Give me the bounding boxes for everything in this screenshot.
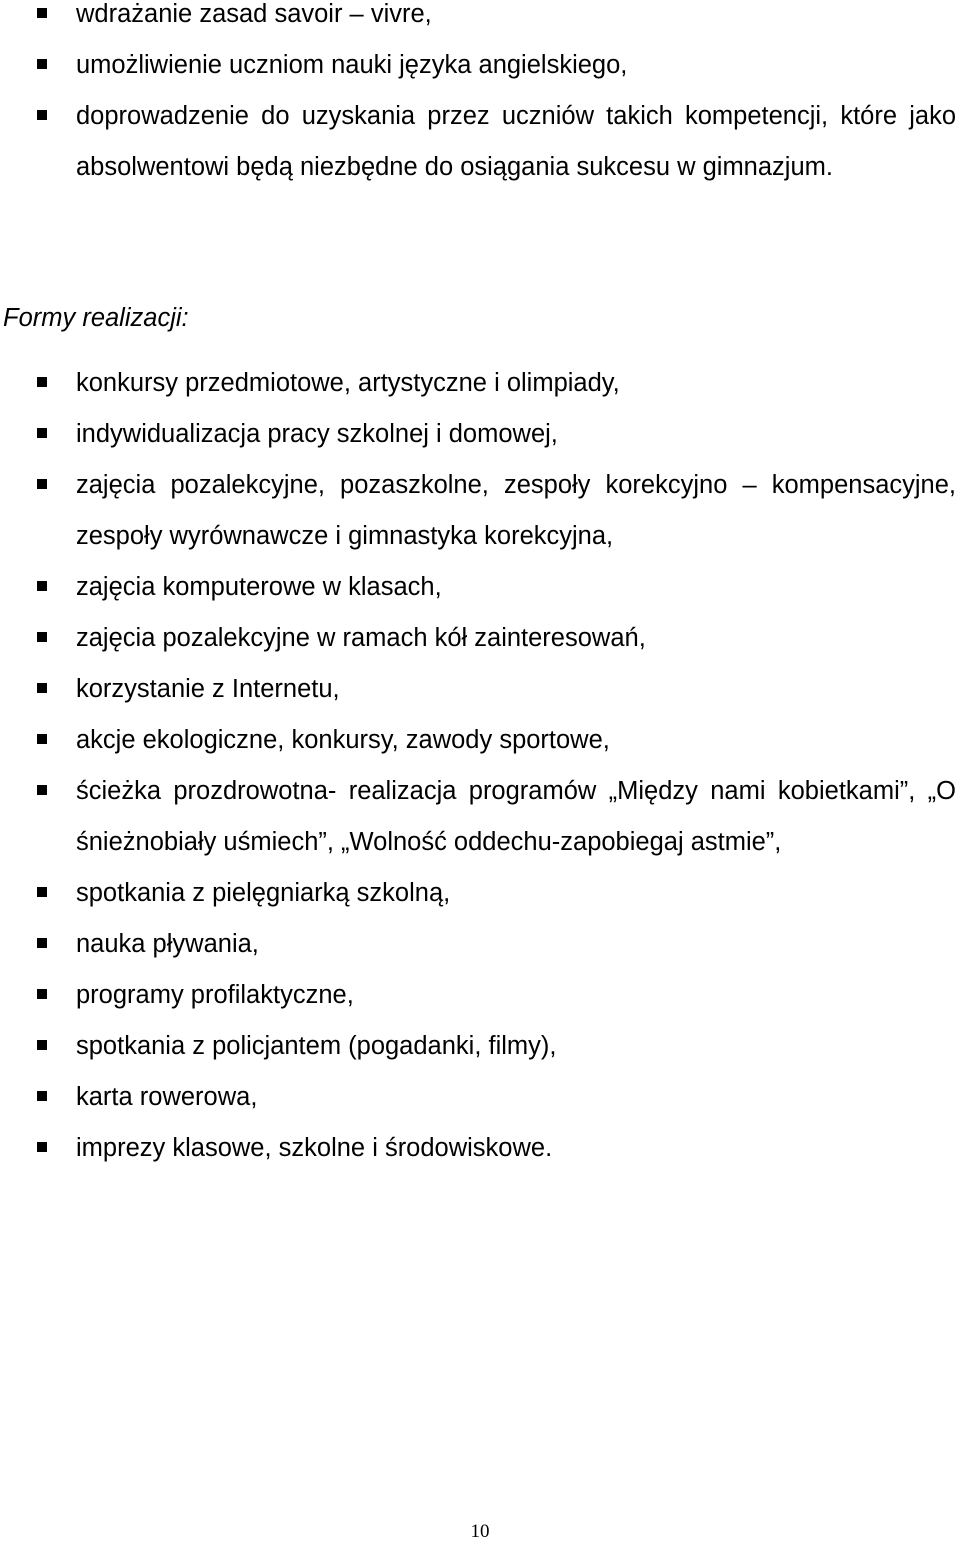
list-item xyxy=(0,868,960,919)
intro-bullet-list xyxy=(0,0,960,193)
square-bullet-icon xyxy=(37,1091,47,1101)
list-item xyxy=(0,358,960,409)
square-bullet-icon xyxy=(37,428,47,438)
list-item-text: zajęcia pozalekcyjne, pozaszkolne, zespoły korekcyjno – kompensacyjne, zespoły wyrównawcze i gimnastyka korekcyjna, xyxy=(76,471,956,550)
list-item xyxy=(0,715,960,766)
list-item-text: spotkania z policjantem (pogadanki, filmy), xyxy=(76,1032,557,1060)
square-bullet-icon xyxy=(37,785,47,795)
list-item xyxy=(0,562,960,613)
list-item-text: nauka pływania, xyxy=(76,930,259,958)
list-item xyxy=(0,40,960,91)
list-item xyxy=(0,1072,960,1123)
list-item xyxy=(0,1123,960,1174)
square-bullet-icon xyxy=(37,8,47,18)
square-bullet-icon xyxy=(37,110,47,120)
square-bullet-icon xyxy=(37,581,47,591)
list-item-text: ścieżka prozdrowotna- realizacja programów „Między nami kobietkami”, „O śnieżnobiały uśmiech”, „Wolność oddechu-zapobiegaj astmie”, xyxy=(76,777,956,856)
section-heading: Formy realizacji: xyxy=(3,304,189,332)
list-item xyxy=(0,919,960,970)
list-item xyxy=(0,766,960,868)
list-item xyxy=(0,613,960,664)
square-bullet-icon xyxy=(37,377,47,387)
list-item-text: spotkania z pielęgniarką szkolną, xyxy=(76,879,451,907)
list-item-text: karta rowerowa, xyxy=(76,1083,258,1111)
square-bullet-icon xyxy=(37,479,47,489)
square-bullet-icon xyxy=(37,683,47,693)
square-bullet-icon xyxy=(37,938,47,948)
square-bullet-icon xyxy=(37,734,47,744)
square-bullet-icon xyxy=(37,1040,47,1050)
square-bullet-icon xyxy=(37,989,47,999)
list-item-text: zajęcia pozalekcyjne w ramach kół zainteresowań, xyxy=(76,624,646,652)
list-item-text: wdrażanie zasad savoir – vivre, xyxy=(76,0,432,28)
list-item xyxy=(0,970,960,1021)
list-item-text: konkursy przedmiotowe, artystyczne i olimpiady, xyxy=(76,369,620,397)
square-bullet-icon xyxy=(37,1142,47,1152)
list-item xyxy=(0,460,960,562)
list-item xyxy=(0,664,960,715)
list-item xyxy=(0,0,960,40)
list-item xyxy=(0,1021,960,1072)
list-item-text: indywidualizacja pracy szkolnej i domowej, xyxy=(76,420,558,448)
list-item-text: doprowadzenie do uzyskania przez uczniów takich kompetencji, które jako absolwentowi będą niezbędne do osiągania sukcesu w gimnazjum. xyxy=(76,102,956,181)
list-item-text: akcje ekologiczne, konkursy, zawody sportowe, xyxy=(76,726,610,754)
page-number: 10 xyxy=(470,1521,490,1542)
square-bullet-icon xyxy=(37,632,47,642)
list-item-text: zajęcia komputerowe w klasach, xyxy=(76,573,442,601)
list-item xyxy=(0,91,960,193)
list-item-text: korzystanie z Internetu, xyxy=(76,675,340,703)
list-item-text: umożliwienie uczniom nauki języka angielskiego, xyxy=(76,51,628,79)
list-item-text: programy profilaktyczne, xyxy=(76,981,354,1009)
list-item xyxy=(0,409,960,460)
square-bullet-icon xyxy=(37,59,47,69)
list-item-text: imprezy klasowe, szkolne i środowiskowe. xyxy=(76,1134,553,1162)
forms-bullet-list xyxy=(0,358,960,1174)
square-bullet-icon xyxy=(37,887,47,897)
